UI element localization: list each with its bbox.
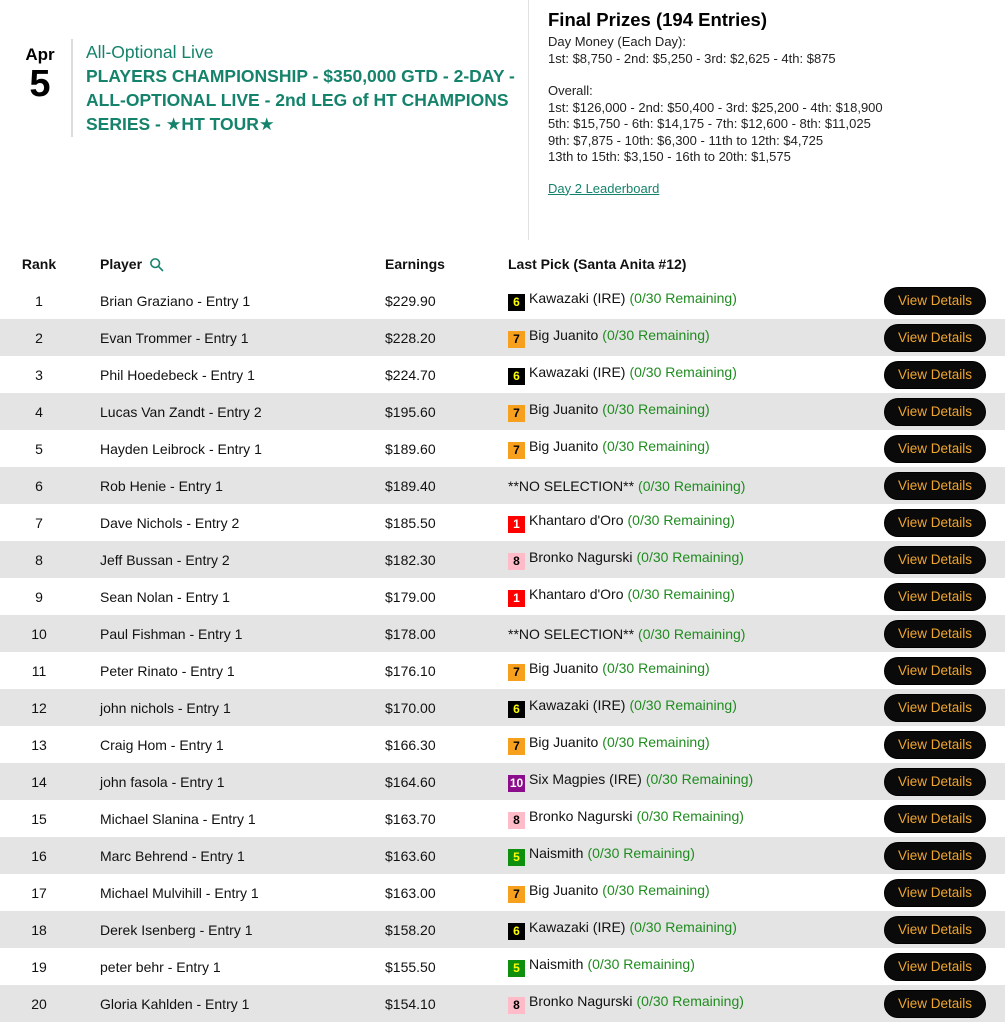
- earnings-cell: $155.50: [385, 958, 436, 975]
- picks-remaining: (0/30 Remaining): [638, 477, 746, 494]
- pick-horse-name: Big Juanito: [529, 734, 599, 750]
- player-name: john fasola - Entry 1: [100, 773, 225, 790]
- player-name: Peter Rinato - Entry 1: [100, 662, 235, 679]
- picks-remaining: (0/30 Remaining): [602, 734, 710, 750]
- saddle-cloth-badge: 7: [508, 405, 525, 422]
- earnings-cell: $189.60: [385, 440, 436, 457]
- rank-cell: 17: [31, 884, 47, 901]
- player-name: Evan Trommer - Entry 1: [100, 329, 249, 346]
- view-details-button[interactable]: View Details: [884, 879, 986, 907]
- table-row: [0, 800, 1005, 837]
- view-details-button[interactable]: View Details: [884, 398, 986, 426]
- event-title: PLAYERS CHAMPIONSHIP - $350,000 GTD - 2-DAY - ALL-OPTIONAL LIVE - 2nd LEG of HT CHAMPIONS SERIES - ★HT TOUR★: [86, 66, 515, 134]
- last-pick-cell: [508, 956, 864, 977]
- last-pick-cell: [508, 512, 864, 533]
- pick-horse-name: Big Juanito: [529, 882, 599, 898]
- rank-cell: 16: [31, 847, 47, 864]
- table-row: [0, 282, 1005, 319]
- pick-horse-name: **NO SELECTION**: [508, 477, 635, 494]
- header-section: [0, 0, 1005, 240]
- table-row: [0, 985, 1005, 1022]
- view-details-button[interactable]: View Details: [884, 842, 986, 870]
- event-titles: [86, 39, 528, 136]
- view-details-button[interactable]: View Details: [884, 435, 986, 463]
- player-name: Paul Fishman - Entry 1: [100, 625, 243, 642]
- picks-remaining: (0/30 Remaining): [645, 771, 754, 787]
- picks-remaining: (0/30 Remaining): [587, 956, 695, 972]
- earnings-cell: $185.50: [385, 514, 436, 531]
- last-pick-cell: [508, 401, 864, 422]
- last-pick-cell: [508, 290, 864, 311]
- saddle-cloth-badge: 7: [508, 886, 525, 903]
- picks-remaining: (0/30 Remaining): [629, 364, 737, 380]
- view-details-button[interactable]: View Details: [884, 546, 986, 574]
- earnings-cell: $195.60: [385, 403, 436, 420]
- pick-horse-name: Kawazaki (IRE): [529, 290, 626, 306]
- last-pick-cell: [508, 993, 864, 1014]
- picks-remaining: (0/30 Remaining): [587, 845, 695, 861]
- saddle-cloth-badge: 7: [508, 738, 525, 755]
- pick-horse-name: Kawazaki (IRE): [529, 364, 626, 380]
- rank-cell: 7: [35, 514, 43, 531]
- rank-cell: 4: [35, 403, 43, 420]
- saddle-cloth-badge: 6: [508, 368, 525, 385]
- view-details-button[interactable]: View Details: [884, 583, 986, 611]
- player-name: Brian Graziano - Entry 1: [100, 292, 251, 309]
- search-icon[interactable]: [149, 257, 164, 272]
- earnings-cell: $163.70: [385, 810, 436, 827]
- player-name: Derek Isenberg - Entry 1: [100, 921, 253, 938]
- picks-remaining: (0/30 Remaining): [636, 808, 744, 824]
- picks-remaining: (0/30 Remaining): [602, 327, 710, 343]
- table-row: [0, 393, 1005, 430]
- view-details-button[interactable]: View Details: [884, 953, 986, 981]
- last-pick-cell: [508, 438, 864, 459]
- saddle-cloth-badge: 7: [508, 442, 525, 459]
- pick-horse-name: Bronko Nagurski: [529, 993, 633, 1009]
- saddle-cloth-badge: 6: [508, 701, 525, 718]
- vertical-divider: [71, 39, 73, 137]
- last-pick-cell: [508, 626, 864, 642]
- table-row: [0, 356, 1005, 393]
- view-details-button[interactable]: View Details: [884, 620, 986, 648]
- rank-cell: 14: [31, 773, 47, 790]
- rank-cell: 15: [31, 810, 47, 827]
- pick-horse-name: Kawazaki (IRE): [529, 697, 626, 713]
- picks-remaining: (0/30 Remaining): [629, 290, 737, 306]
- view-details-button[interactable]: View Details: [884, 361, 986, 389]
- rank-cell: 2: [35, 329, 43, 346]
- table-row: [0, 763, 1005, 800]
- earnings-cell: $182.30: [385, 551, 436, 568]
- player-name: Lucas Van Zandt - Entry 2: [100, 403, 262, 420]
- last-pick-cell: [508, 734, 864, 755]
- overall-line: 13th to 15th: $3,150 - 16th to 20th: $1,575: [548, 149, 791, 164]
- pick-horse-name: Naismith: [529, 956, 584, 972]
- overall-label: Overall:: [548, 83, 593, 98]
- table-row: [0, 430, 1005, 467]
- pick-horse-name: Big Juanito: [529, 327, 599, 343]
- view-details-button[interactable]: View Details: [884, 805, 986, 833]
- last-pick-cell: [508, 327, 864, 348]
- last-pick-cell: [508, 478, 864, 494]
- prizes-heading: Final Prizes (194 Entries): [548, 9, 768, 30]
- saddle-cloth-badge: 8: [508, 812, 525, 829]
- event-date: [20, 39, 60, 104]
- table-row: [0, 615, 1005, 652]
- picks-remaining: (0/30 Remaining): [629, 697, 737, 713]
- last-pick-cell: [508, 586, 864, 607]
- saddle-cloth-badge: 6: [508, 923, 525, 940]
- earnings-cell: $228.20: [385, 329, 436, 346]
- table-row: [0, 948, 1005, 985]
- overall-line: 1st: $126,000 - 2nd: $50,400 - 3rd: $25,200 - 4th: $18,900: [548, 99, 883, 115]
- earnings-cell: $224.70: [385, 366, 436, 383]
- last-pick-cell: [508, 660, 864, 681]
- table-row: [0, 541, 1005, 578]
- earnings-cell: $229.90: [385, 292, 436, 309]
- last-pick-cell: [508, 549, 864, 570]
- player-name: Craig Hom - Entry 1: [100, 736, 224, 753]
- rank-cell: 8: [35, 551, 43, 568]
- table-row: [0, 504, 1005, 541]
- saddle-cloth-badge: 7: [508, 664, 525, 681]
- player-name: Hayden Leibrock - Entry 1: [100, 440, 262, 457]
- picks-remaining: (0/30 Remaining): [602, 401, 710, 417]
- leaderboard-table: [0, 246, 1005, 1022]
- earnings-cell: $164.60: [385, 773, 436, 790]
- view-details-button[interactable]: View Details: [884, 287, 986, 315]
- saddle-cloth-badge: 10: [509, 776, 524, 790]
- player-name: Gloria Kahlden - Entry 1: [100, 995, 250, 1012]
- earnings-cell: $154.10: [385, 995, 436, 1012]
- table-row: [0, 837, 1005, 874]
- player-name: Jeff Bussan - Entry 2: [100, 551, 230, 568]
- saddle-cloth-badge: 8: [508, 553, 525, 570]
- saddle-cloth-badge: 1: [508, 516, 525, 533]
- picks-remaining: (0/30 Remaining): [638, 625, 746, 642]
- view-details-button[interactable]: View Details: [884, 509, 986, 537]
- event-date-day: 5: [29, 63, 51, 105]
- overall-line: 9th: $7,875 - 10th: $6,300 - 11th to 12th: $4,725: [548, 132, 824, 148]
- earnings-cell: $163.60: [385, 847, 436, 864]
- earnings-cell: $179.00: [385, 588, 436, 605]
- player-name: Michael Mulvihill - Entry 1: [100, 884, 259, 901]
- rank-cell: 18: [31, 921, 47, 938]
- saddle-cloth-badge: 1: [508, 590, 525, 607]
- saddle-cloth-badge: 8: [508, 997, 525, 1014]
- rank-cell: 5: [35, 440, 43, 457]
- earnings-cell: $189.40: [385, 477, 436, 494]
- view-details-button[interactable]: View Details: [884, 694, 986, 722]
- last-pick-cell: [508, 771, 864, 792]
- pick-horse-name: Six Magpies (IRE): [529, 771, 642, 787]
- pick-horse-name: Naismith: [529, 845, 584, 861]
- table-row: [0, 726, 1005, 763]
- picks-remaining: (0/30 Remaining): [636, 549, 744, 565]
- picks-remaining: (0/30 Remaining): [627, 512, 735, 528]
- prizes-panel: [528, 0, 1005, 240]
- last-pick-cell: [508, 845, 864, 866]
- table-header-row: [0, 246, 1005, 282]
- saddle-cloth-badge: 6: [508, 294, 525, 311]
- view-details-button[interactable]: View Details: [884, 657, 986, 685]
- event-date-month: Apr: [25, 45, 55, 64]
- earnings-cell: $170.00: [385, 699, 436, 716]
- table-row: [0, 911, 1005, 948]
- last-pick-cell: [508, 697, 864, 718]
- pick-horse-name: Big Juanito: [529, 438, 599, 454]
- day-money-label: Day Money (Each Day):: [548, 34, 686, 49]
- picks-remaining: (0/30 Remaining): [602, 438, 710, 454]
- player-name: john nichols - Entry 1: [100, 699, 231, 716]
- picks-remaining: (0/30 Remaining): [636, 993, 744, 1009]
- player-header: [78, 256, 385, 272]
- pick-horse-name: Kawazaki (IRE): [529, 919, 626, 935]
- table-row: [0, 689, 1005, 726]
- spacer: [548, 67, 995, 83]
- last-pick-cell: [508, 882, 864, 903]
- table-row: [0, 467, 1005, 504]
- rank-cell: 9: [35, 588, 43, 605]
- leaderboard-rows: [0, 282, 1005, 1022]
- rank-cell: 12: [31, 699, 47, 716]
- table-row: [0, 874, 1005, 911]
- saddle-cloth-badge: 5: [508, 960, 525, 977]
- view-details-button[interactable]: View Details: [884, 731, 986, 759]
- view-details-button[interactable]: View Details: [884, 916, 986, 944]
- table-row: [0, 578, 1005, 615]
- rank-cell: 19: [31, 958, 47, 975]
- player-header-label: Player: [100, 256, 143, 272]
- player-name: Dave Nichols - Entry 2: [100, 514, 240, 531]
- pick-horse-name: Khantaro d'Oro: [529, 586, 624, 602]
- overall-line: 5th: $15,750 - 6th: $14,175 - 7th: $12,600 - 8th: $11,025: [548, 116, 871, 131]
- player-name: Michael Slanina - Entry 1: [100, 810, 256, 827]
- last-pick-cell: [508, 919, 864, 940]
- earnings-cell: $166.30: [385, 736, 436, 753]
- picks-remaining: (0/30 Remaining): [629, 919, 737, 935]
- view-details-button[interactable]: View Details: [884, 768, 986, 796]
- picks-remaining: (0/30 Remaining): [627, 586, 735, 602]
- event-subtitle: All-Optional Live: [86, 42, 214, 62]
- table-row: [0, 652, 1005, 689]
- player-name: Marc Behrend - Entry 1: [100, 847, 245, 864]
- player-name: peter behr - Entry 1: [100, 958, 221, 975]
- rank-header: Rank: [21, 256, 57, 272]
- pick-horse-name: Big Juanito: [529, 660, 599, 676]
- rank-cell: 1: [35, 292, 43, 309]
- saddle-cloth-badge: 5: [508, 849, 525, 866]
- earnings-cell: $163.00: [385, 884, 436, 901]
- rank-cell: 10: [31, 625, 47, 642]
- rank-cell: 3: [35, 366, 43, 383]
- last-pick-cell: [508, 364, 864, 385]
- view-details-button[interactable]: View Details: [884, 472, 986, 500]
- earnings-cell: $158.20: [385, 921, 436, 938]
- player-name: Phil Hoedebeck - Entry 1: [100, 366, 255, 383]
- pick-horse-name: Khantaro d'Oro: [529, 512, 624, 528]
- pick-horse-name: Big Juanito: [529, 401, 599, 417]
- rank-cell: 11: [31, 662, 47, 679]
- day-money-line: 1st: $8,750 - 2nd: $5,250 - 3rd: $2,625 - 4th: $875: [548, 50, 836, 66]
- pick-horse-name: **NO SELECTION**: [508, 625, 635, 642]
- rank-cell: 13: [31, 736, 47, 753]
- player-name: Sean Nolan - Entry 1: [100, 588, 230, 605]
- picks-remaining: (0/30 Remaining): [602, 882, 710, 898]
- earnings-header: Earnings: [385, 256, 445, 272]
- pick-horse-name: Bronko Nagurski: [529, 808, 633, 824]
- earnings-cell: $176.10: [385, 662, 436, 679]
- player-name: Rob Henie - Entry 1: [100, 477, 223, 494]
- rank-cell: 6: [35, 477, 43, 494]
- last-pick-header: Last Pick (Santa Anita #12): [508, 256, 687, 272]
- last-pick-cell: [508, 808, 864, 829]
- event-block: [0, 0, 528, 240]
- day2-leaderboard-link[interactable]: Day 2 Leaderboard: [548, 180, 660, 196]
- table-row: [0, 319, 1005, 356]
- view-details-button[interactable]: View Details: [884, 990, 986, 1018]
- pick-horse-name: Bronko Nagurski: [529, 549, 633, 565]
- earnings-cell: $178.00: [385, 625, 436, 642]
- saddle-cloth-badge: 7: [508, 331, 525, 348]
- picks-remaining: (0/30 Remaining): [602, 660, 710, 676]
- view-details-button[interactable]: View Details: [884, 324, 986, 352]
- rank-cell: 20: [31, 995, 47, 1012]
